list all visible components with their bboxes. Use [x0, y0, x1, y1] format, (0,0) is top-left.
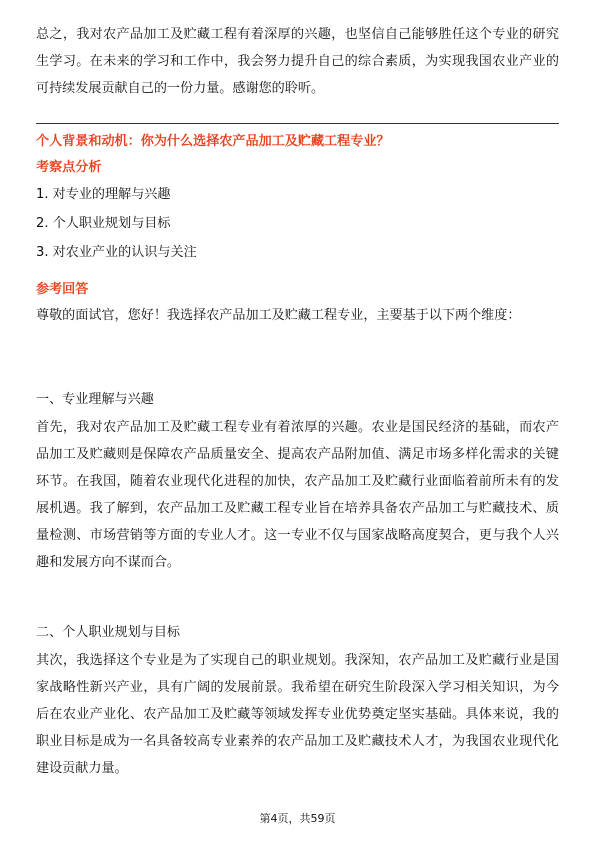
answer-greeting: 尊敬的面试官，您好！我选择农产品加工及贮藏工程专业，主要基于以下两个维度： [36, 308, 521, 323]
section-body: 首先，我对农产品加工及贮藏工程专业有着浓厚的兴趣。农业是国民经济的基础，而农产品加工及贮藏则是保障农产品质量安全、提高农产品附加值、满足市场多样化需求的关键环节。在我国，随着农业现代化进程的加快，农产品加工及贮藏行业面临着前所未有的发展机遇。我了解到，农产品加工及贮藏工程专业旨在培养具备农产品加工与贮藏技术、质量检测、市场营销等方面的专业人才。这一专业不仅与国家战略高度契合，更与我个人兴趣和发展方向不谋而合。 [36, 420, 559, 570]
question-title: 个人背景和动机：你为什么选择农产品加工及贮藏工程专业？ [36, 134, 390, 149]
answer-label: 参考回答 [36, 282, 89, 297]
page-number: 第4页，共59页 [259, 812, 336, 825]
section-divider [36, 123, 559, 124]
section-heading: 二、个人职业规划与目标 [36, 625, 181, 640]
analysis-point: 2. 个人职业规划与目标 [36, 216, 171, 231]
section-heading: 一、专业理解与兴趣 [36, 392, 154, 407]
analysis-label: 考察点分析 [36, 160, 102, 175]
section-body: 其次，我选择这个专业是为了实现自己的职业规划。我深知，农产品加工及贮藏行业是国家战略性新兴产业，具有广阔的发展前景。我希望在研究生阶段深入学习相关知识，为今后在农业产业化、农产品加工及贮藏等领域发挥专业优势奠定坚实基础。具体来说，我的职业目标是成为一名具备较高专业素养的农产品加工及贮藏技术人才，为我国农业现代化建设贡献力量。 [36, 653, 559, 776]
intro-paragraph: 总之，我对农产品加工及贮藏工程有着深厚的兴趣，也坚信自己能够胜任这个专业的研究生学习。在未来的学习和工作中，我会努力提升自己的综合素质，为实现我国农业产业的可持续发展贡献自己的一份力量。感谢您的聆听。 [36, 27, 559, 96]
analysis-point: 3. 对农业产业的认识与关注 [36, 245, 197, 260]
analysis-point: 1. 对专业的理解与兴趣 [36, 187, 171, 202]
